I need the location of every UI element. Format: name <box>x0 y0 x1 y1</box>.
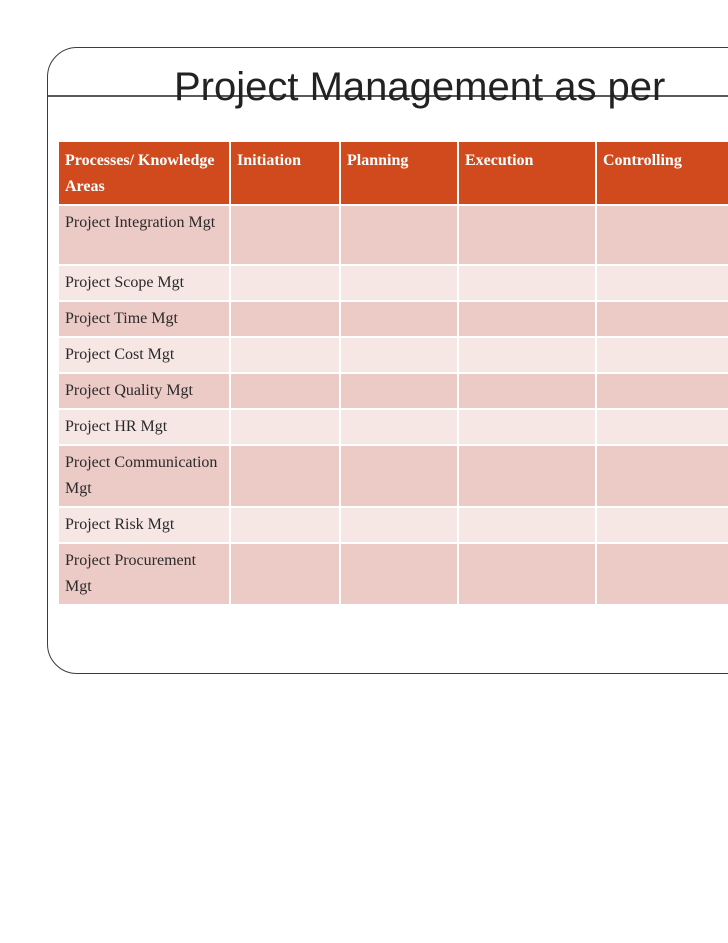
table-row <box>59 337 728 373</box>
table-row <box>59 301 728 337</box>
table-cell <box>340 265 458 301</box>
table-row <box>59 445 728 507</box>
table-cell <box>596 543 728 605</box>
process-knowledge-table <box>59 142 728 606</box>
header-execution: Execution <box>458 142 596 205</box>
table-row <box>59 543 728 605</box>
table-cell <box>596 507 728 543</box>
table-cell <box>230 445 340 507</box>
table-cell <box>340 301 458 337</box>
table-cell <box>230 373 340 409</box>
slide-title: Project Management as per <box>174 65 666 109</box>
table-row <box>59 265 728 301</box>
knowledge-area-cell: Project Time Mgt <box>59 301 230 337</box>
table-cell <box>458 373 596 409</box>
table-cell <box>596 409 728 445</box>
table-cell <box>458 337 596 373</box>
table-cell <box>596 337 728 373</box>
table-row <box>59 205 728 265</box>
knowledge-area-cell: Project Cost Mgt <box>59 337 230 373</box>
table-cell <box>596 301 728 337</box>
table-cell <box>230 337 340 373</box>
table-row <box>59 409 728 445</box>
table-cell <box>340 373 458 409</box>
table-cell <box>230 543 340 605</box>
table-cell <box>230 265 340 301</box>
header-planning: Planning <box>340 142 458 205</box>
table-row <box>59 373 728 409</box>
table-cell <box>340 205 458 265</box>
table-cell <box>340 337 458 373</box>
table-cell <box>230 507 340 543</box>
table-cell <box>596 445 728 507</box>
table-cell <box>596 373 728 409</box>
table-cell <box>230 205 340 265</box>
table-cell <box>458 409 596 445</box>
table-cell <box>340 445 458 507</box>
header-processes-knowledge-areas: Processes/ Knowledge Areas <box>59 142 230 205</box>
table-cell <box>458 507 596 543</box>
table-cell <box>596 205 728 265</box>
header-controlling: Controlling <box>596 142 728 205</box>
table-header-row <box>59 142 728 205</box>
table-cell <box>458 445 596 507</box>
table-cell <box>340 507 458 543</box>
table-cell <box>458 205 596 265</box>
knowledge-area-cell: Project Procurement Mgt <box>59 543 230 605</box>
table-cell <box>458 543 596 605</box>
knowledge-area-cell: Project HR Mgt <box>59 409 230 445</box>
header-initiation: Initiation <box>230 142 340 205</box>
table-cell <box>230 409 340 445</box>
table-cell <box>230 301 340 337</box>
table-cell <box>458 265 596 301</box>
knowledge-area-cell: Project Communication Mgt <box>59 445 230 507</box>
knowledge-area-cell: Project Quality Mgt <box>59 373 230 409</box>
table-cell <box>596 265 728 301</box>
knowledge-area-cell: Project Scope Mgt <box>59 265 230 301</box>
table-cell <box>340 409 458 445</box>
table-body <box>59 205 728 605</box>
table-cell <box>458 301 596 337</box>
table-row <box>59 507 728 543</box>
knowledge-area-cell: Project Integration Mgt <box>59 205 230 265</box>
table-cell <box>340 543 458 605</box>
knowledge-area-cell: Project Risk Mgt <box>59 507 230 543</box>
